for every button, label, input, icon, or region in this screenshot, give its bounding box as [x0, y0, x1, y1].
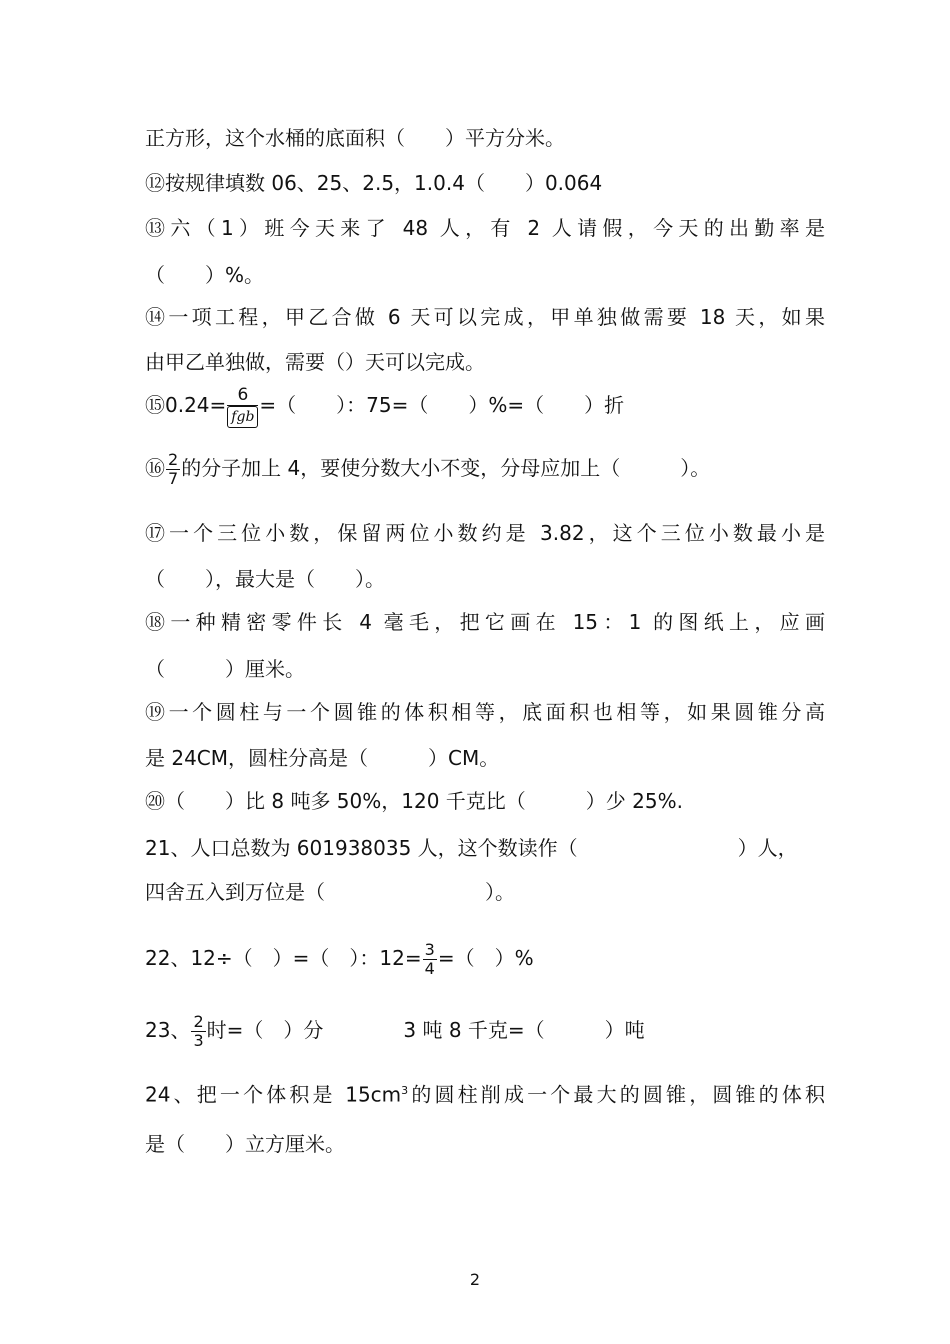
- question-19-cont: 是 24CM，圆柱分高是（ ）CM。: [145, 746, 500, 770]
- question-15: [145, 385, 825, 428]
- q16-denominator: 7: [168, 469, 179, 488]
- q24-prefix: 24、把一个体积是 15cm: [145, 1082, 402, 1107]
- q15-fraction: [227, 385, 258, 428]
- question-19: ⑲一个圆柱与一个圆锥的体积相等，底面积也相等，如果圆锥分高: [145, 700, 825, 724]
- q23-suffix: 时=（ ）分 3 吨 8 千克=（ ）吨: [206, 1018, 645, 1042]
- question-13-cont: （ ）%。: [145, 263, 265, 287]
- q22-denominator: 4: [424, 959, 435, 978]
- question-22: [145, 938, 825, 978]
- question-13: ⑬六（1）班今天来了 48 人，有 2 人请假，今天的出勤率是: [145, 216, 825, 240]
- q16-suffix: 的分子加上 4，要使分数大小不变，分母应加上（ ）。: [181, 456, 711, 480]
- page-number: 2: [469, 1270, 481, 1289]
- q22-suffix: =（ ）%: [437, 946, 534, 970]
- question-21: 21、人口总数为 601938035 人，这个数读作（ ）人，: [145, 836, 798, 860]
- question-21-cont: 四舍五入到万位是（ ）。: [145, 880, 515, 904]
- question-24: [145, 1077, 825, 1109]
- q24-superscript: 3: [401, 1084, 409, 1097]
- question-24-cont: 是（ ）立方厘米。: [145, 1132, 345, 1156]
- q23-prefix: 23、: [145, 1018, 191, 1042]
- question-18: ⑱一种精密零件长 4 毫毛，把它画在 15：1 的图纸上，应画: [145, 610, 825, 634]
- q23-numerator: 2: [193, 1012, 204, 1031]
- q22-fraction: [423, 941, 437, 978]
- question-14-cont: 由甲乙单独做，需要（）天可以完成。: [145, 350, 485, 374]
- q16-prefix: ⑯: [145, 456, 165, 480]
- question-23: [145, 1010, 825, 1050]
- question-17: ⑰一个三位小数，保留两位小数约是 3.82，这个三位小数最小是: [145, 521, 825, 545]
- question-12: ⑫按规律填数 06、25、2.5，1.0.4（ ）0.064: [145, 171, 603, 195]
- q16-numerator: 2: [168, 450, 179, 469]
- question-17-cont: （ ），最大是（ ）。: [145, 567, 385, 591]
- q16-fraction: [166, 451, 180, 488]
- q22-prefix: 22、12÷（ ）=（ ）：12=: [145, 946, 422, 970]
- q15-suffix: =（ ）：75=（ ）%=（ ）折: [259, 393, 625, 417]
- text-line: 正方形，这个水桶的底面积（ ）平方分米。: [145, 126, 565, 150]
- q24-suffix: 的圆柱削成一个最大的圆锥，圆锥的体积: [408, 1082, 825, 1107]
- question-20: ⑳（ ）比 8 吨多 50%，120 千克比（ ）少 25%.: [145, 789, 683, 813]
- question-18-cont: （ ）厘米。: [145, 657, 305, 681]
- question-14: ⑭一项工程，甲乙合做 6 天可以完成，甲单独做需要 18 天，如果: [145, 305, 825, 329]
- q23-denominator: 3: [193, 1031, 204, 1050]
- q15-numerator: 6: [227, 385, 258, 406]
- q23-fraction: [191, 1013, 205, 1050]
- q15-prefix: ⑮0.24=: [145, 393, 227, 417]
- question-16: [145, 448, 825, 488]
- q15-denominator: fgb: [227, 406, 258, 428]
- q22-numerator: 3: [424, 940, 435, 959]
